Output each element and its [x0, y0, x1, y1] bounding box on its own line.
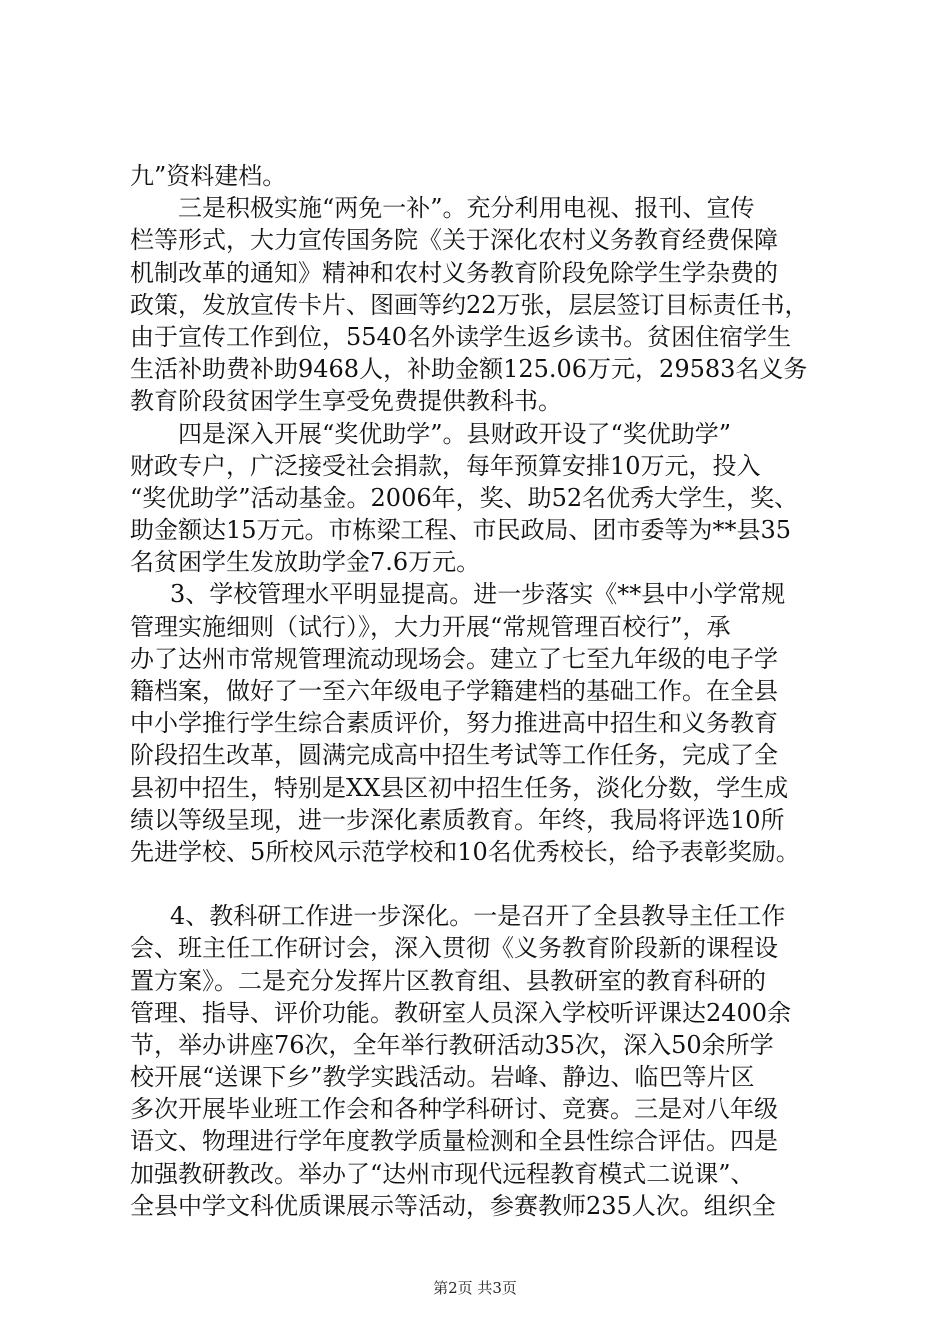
text-line: 四是深入开展“奖优助学”。县财政开设了“奖优助学” [178, 419, 732, 448]
text-line: 三是积极实施“两免一补”。充分利用电视、报刊、宣传 [178, 194, 755, 223]
text-line: 绩以等级呈现，进一步深化素质教育。年终，我局将评选10所 [130, 805, 785, 834]
text-line: 管理实施细则（试行）》，大力开展“常规管理百校行”，承 [130, 612, 731, 641]
text-line: 办了达州市常规管理流动现场会。建立了七至九年级的电子学 [130, 644, 778, 673]
text-line: “奖优助学”活动基金。2006年，奖、助52名优秀大学生，奖、 [130, 483, 799, 512]
text-line: 语文、物理进行学年度教学质量检测和全县性综合评估。四是 [130, 1127, 778, 1156]
text-line: 籍档案，做好了一至六年级电子学籍建档的基础工作。在全县 [130, 677, 778, 705]
text-line: 栏等形式，大力宣传国务院《关于深化农村义务教育经费保障 [130, 226, 778, 255]
text-line: 3、学校管理水平明显提高。进一步落实《**县中小学常规 [170, 580, 786, 609]
text-line: 县初中招生，特别是XX县区初中招生任务，淡化分数，学生成 [130, 773, 789, 802]
text-line: 会、班主任工作研讨会，深入贯彻《义务教育阶段新的课程设 [130, 934, 778, 963]
text-line: 置方案》。二是充分发挥片区教育组、县教研室的教育科研的 [130, 966, 766, 995]
text-line: 加强教研教改。举办了“达州市现代远程教育模式二说课”、 [130, 1159, 755, 1188]
text-line: 由于宣传工作到位，5540名外读学生返乡读书。贫困住宿学生 [130, 322, 792, 351]
text-line: 教育阶段贫困学生享受免费提供教科书。 [130, 387, 562, 416]
text-line: 助金额达15万元。市栋梁工程、市民政局、团市委等为**县35 [130, 516, 792, 545]
page-number-footer: 第2页 共3页 [433, 1279, 517, 1297]
text-line: 名贫困学生发放助学金7.6万元。 [130, 548, 481, 577]
text-line: 中小学推行学生综合素质评价，努力推进高中招生和义务教育 [130, 709, 778, 738]
text-line: 九”资料建档。 [130, 162, 287, 190]
text-line: 先进学校、5所校风示范学校和10名优秀校长，给予表彰奖励。 [130, 837, 800, 866]
text-line: 全县中学文科优质课展示等活动，参赛教师235人次。组织全 [130, 1191, 776, 1220]
text-line: 机制改革的通知》精神和农村义务教育阶段免除学生学杂费的 [130, 258, 778, 287]
text-line: 管理、指导、评价功能。教研室人员深入学校听评课达2400余 [130, 998, 792, 1027]
paragraph-gap [130, 868, 830, 900]
text-line: 财政专户，广泛接受社会捐款，每年预算安排10万元，投入 [130, 451, 761, 480]
text-line: 4、教科研工作进一步深化。一是召开了全县教导主任工作 [170, 902, 786, 931]
text-line: 政策，发放宣传卡片、图画等约22万张，层层签订目标责任书， [130, 290, 809, 319]
text-line: 生活补助费补助9468人，补助金额125.06万元，29583名义务 [130, 355, 808, 384]
document-body [130, 160, 830, 1222]
text-line: 校开展“送课下乡”教学实践活动。岩峰、静边、临巴等片区 [130, 1063, 755, 1092]
text-line: 多次开展毕业班工作会和各种学科研讨、竞赛。三是对八年级 [130, 1095, 778, 1124]
text-line: 节，举办讲座76次，全年举行教研活动35次，深入50余所学 [130, 1030, 774, 1059]
text-line: 阶段招生改革，圆满完成高中招生考试等工作任务，完成了全 [130, 741, 778, 770]
